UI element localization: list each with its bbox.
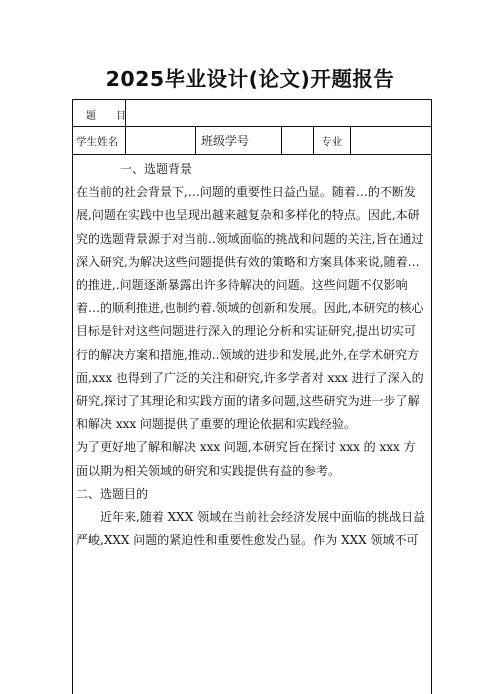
class-id-label: 班级学号 bbox=[201, 134, 250, 148]
title-field[interactable] bbox=[129, 104, 429, 122]
background-paragraph-2: 为了更好地了解和解决 xxx 问题,本研究旨在探讨 xxx 的 xxx 方面以期为相关领域的研究和实践提供有益的参考。 bbox=[76, 440, 416, 478]
name-value-divider bbox=[195, 126, 196, 154]
major-field[interactable] bbox=[354, 130, 428, 150]
class-id-divider bbox=[281, 126, 282, 154]
student-name-field[interactable] bbox=[129, 130, 191, 150]
section-heading-background: 一、选题背景 bbox=[120, 162, 193, 176]
purpose-paragraph-1: 近年来,随着 XXX 领域在当前社会经济发展中面临的挑战日益严峻,XXX 问题的紧迫性和重要性愈发凸显。作为 XXX 领域不可 bbox=[76, 510, 426, 548]
section-heading-purpose: 二、选题目的 bbox=[76, 486, 149, 501]
background-paragraph-1: 在当前的社会背景下,…问题的重要性日益凸显。随着…的不断发展,问题在实践中也呈现出越来越复杂和多样化的特点。因此,本研究的选题背景源于对当前..领域面临的挑战和问题的关注,旨在通过深入研究,为解决这些问题提供有效的策略和方案具体来说,随着…的推进,.问题逐渐暴露出许多待解决的问题。这些问题不仅影响着…的顺利推进,也制约着.领域的创新和发展。因此,本研究的核心目标是针对这些问题进行深入的理论分析和实证研究,提出切实可行的解决方案和措施,推动..领域的进步和发展,此外,在学术研究方面,xxx 也得到了广泛的关注和研究,许多学者对 xxx 进行了深入的研究,探讨了其理论和实践方面的诸多问题,这些研究为进一步了解和解决 xxx 问题提供了重要的理论依据和实践经验。 bbox=[76, 185, 424, 432]
class-id-field[interactable] bbox=[285, 130, 309, 150]
class-value-divider bbox=[313, 126, 314, 154]
major-label: 专业 bbox=[321, 136, 342, 148]
report-body bbox=[76, 158, 427, 552]
row-divider-info bbox=[73, 154, 431, 155]
row-divider-title bbox=[73, 126, 431, 127]
title-label: 题 目 bbox=[86, 111, 126, 122]
proposal-form-table bbox=[72, 99, 432, 694]
student-name-label: 学生姓名 bbox=[76, 136, 118, 148]
major-label-divider bbox=[350, 126, 351, 154]
document-title: 2025毕业设计(论文)开题报告 bbox=[105, 67, 395, 91]
